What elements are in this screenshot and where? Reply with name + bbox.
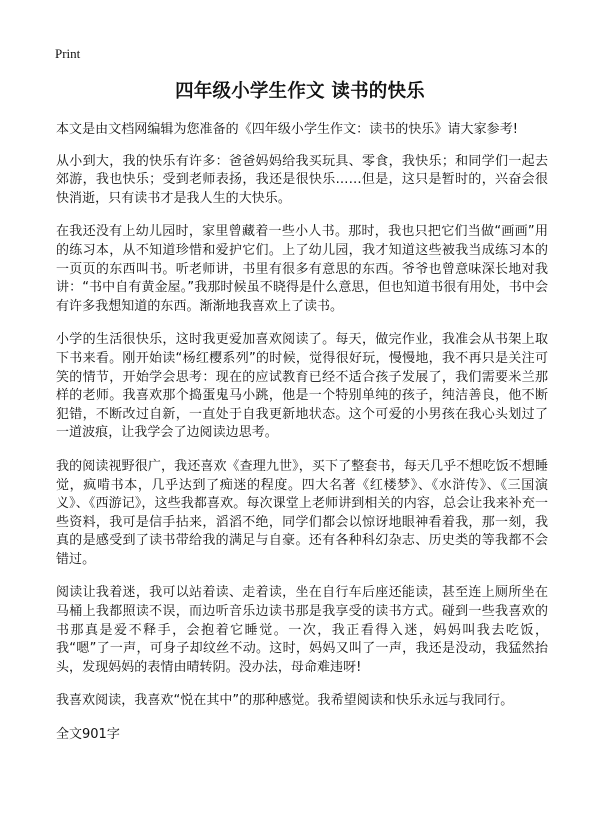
- body-paragraph-2: 在我还没有上幼儿园时，家里曾藏着一些小人书。那时，我也只把它们当做“画画”用的练习本，从不知道珍惜和爱护它们。上了幼儿园，我才知道这些被我当成练习本的一页页的东西叫书。听老师讲，书里有很多有意思的东西。爷爷也曾意味深长地对我讲：“书中自有黄金屋。”我那时候虽不晓得是什么意思，但也知道书很有用处，书中会有许多我想知道的东西。渐渐地我喜欢上了读书。: [56, 224, 548, 314]
- word-count: 全文901字: [56, 727, 120, 743]
- print-link[interactable]: Print: [55, 46, 81, 61]
- article-body: [56, 121, 548, 744]
- body-paragraph-3: 小学的生活很快乐，这时我更爱加喜欢阅读了。每天，做完作业，我准会从书架上取下书来看。刚开始读“杨红樱系列”的时候，觉得很好玩，慢慢地，我不再只是关注可笑的情节，开始学会思考：现在的应试教育已经不适合孩子发展了，我们需要米兰那样的老师。我喜欢那个捣蛋鬼马小跳，他是一个特别单纯的孩子，纯洁善良，他不断犯错，不断改过自新，一直处于自我更新地状态。这个可爱的小男孩在我心头划过了一道波痕，让我学会了边阅读边思考。: [56, 332, 548, 441]
- intro-paragraph: 本文是由文档网编辑为您准备的《四年级小学生作文：读书的快乐》请大家参考!: [56, 122, 519, 137]
- body-paragraph-1: 从小到大，我的快乐有许多：爸爸妈妈给我买玩具、零食，我快乐；和同学们一起去郊游，我也快乐；受到老师表扬，我还是很快乐……但是，这只是暂时的，兴奋会很快消逝，只有读书才是我人生的大快乐。: [56, 153, 548, 206]
- body-paragraph-4: 我的阅读视野很广，我还喜欢《查理九世》，买下了整套书，每天几乎不想吃饭不想睡觉，疯啃书本，几乎达到了痴迷的程度。四大名著《红楼梦》、《水浒传》、《三国演义》、《西游记》，这些我都喜欢。每次课堂上老师讲到相关的内容，总会让我来补充一些资料，我可是信手拈来，滔滔不绝，同学们都会以惊讶地眼神看着我，那一刻，我真的是感受到了读书带给我的满足与自豪。还有各种科幻杂志、历史类的等我都不会错过。: [56, 458, 548, 567]
- body-paragraph-5: 阅读让我着迷，我可以站着读、走着读，坐在自行车后座还能读，甚至连上厕所坐在马桶上我都照读不误，而边听音乐边读书那是我享受的读书方式。碰到一些我喜欢的书那真是爱不释手，会抱着它睡觉。一次，我正看得入迷，妈妈叫我去吃饭，我“嗯”了一声，可身子却纹丝不动。这时，妈妈又叫了一声，我还是没动，我猛然抬头，发现妈妈的表情由晴转阴。没办法，母命难违呀!: [56, 585, 548, 675]
- body-paragraph-6: 我喜欢阅读，我喜欢“悦在其中”的那种感觉。我希望阅读和快乐永远与我同行。: [56, 693, 514, 709]
- article-title: 四年级小学生作文 读书的快乐: [175, 81, 425, 102]
